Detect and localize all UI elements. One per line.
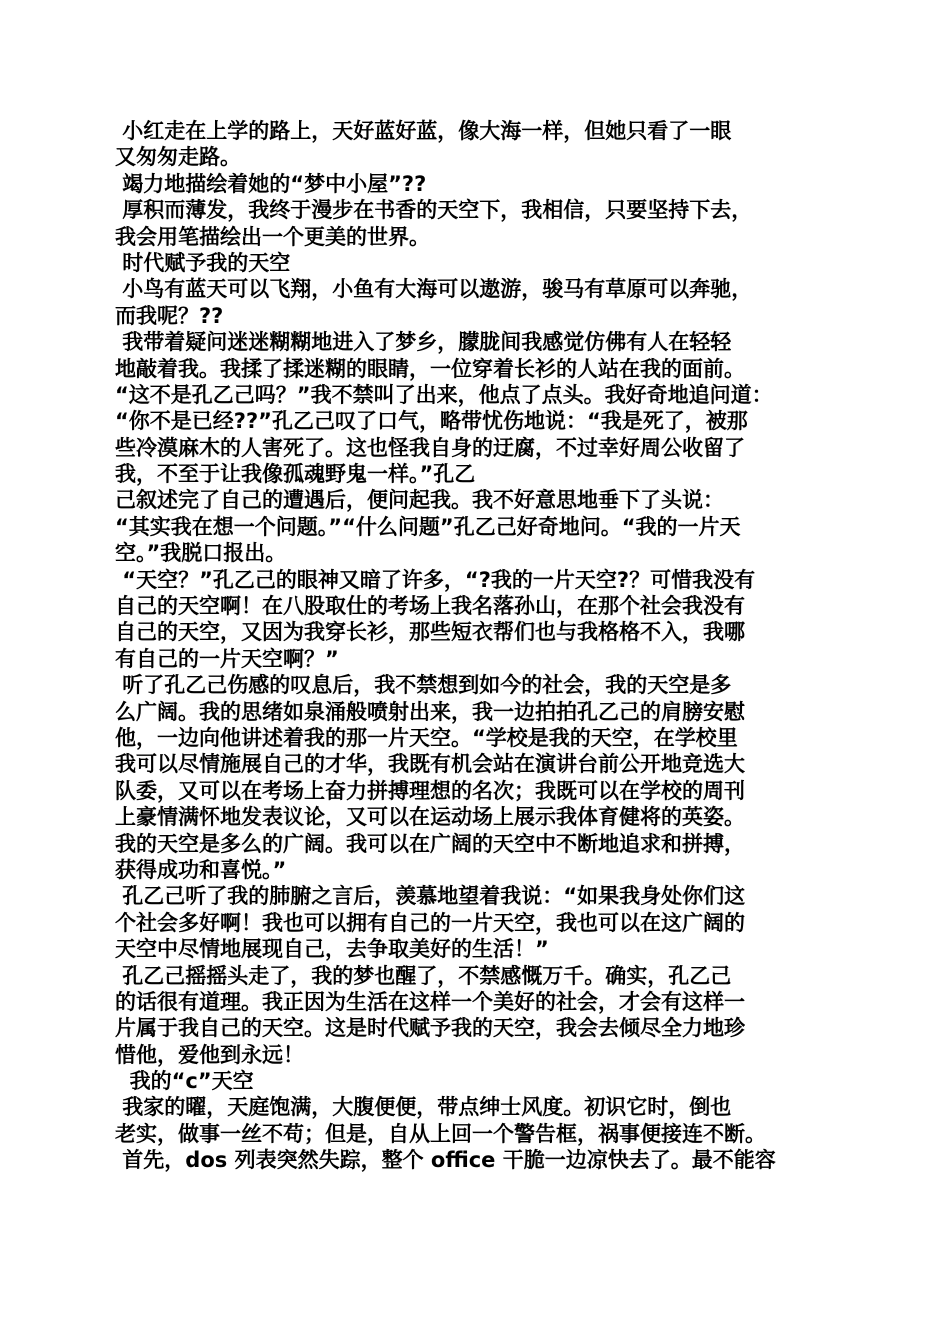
text-line: 上豪情满怀地发表议论，又可以在运动场上展示我体育健将的英姿。 (115, 805, 745, 830)
text-line: 小红走在上学的路上，天好蓝好蓝，像大海一样，但她只看了一眼 (115, 119, 732, 143)
text-line: 又匆匆走路。 (115, 145, 241, 170)
text-line: 些冷漠麻木的人害死了。这也怪我自身的迂腐，不过幸好周公收留了 (115, 435, 745, 460)
text-line: 自己的天空，又因为我穿长衫，那些短衣帮们也与我格格不入，我哪 (115, 620, 745, 645)
text-line: 首先，dos 列表突然失踪，整个 office 干脆一边凉快去了。最不能容 (115, 1148, 776, 1173)
text-line: 个社会多好啊！我也可以拥有自己的一片天空，我也可以在这广阔的 (115, 910, 745, 935)
text-line: 孔乙己摇摇头走了，我的梦也醒了，不禁感慨万千。确实，孔乙己 (115, 963, 732, 988)
text-line: 空。”我脱口报出。 (115, 541, 287, 566)
text-line: 获得成功和喜悦。” (115, 857, 287, 882)
document-body (115, 118, 845, 1174)
text-line: 我的天空是多么的广阔。我可以在广阔的天空中不断地追求和拼搏， (115, 831, 745, 856)
text-line: 老实，做事一丝不苟；但是，自从上回一个警告框，祸事便接连不断。 (115, 1121, 766, 1146)
text-line: 竭力地描绘着她的“梦中小屋”?? (115, 171, 427, 196)
text-line: “你不是已经??”孔乙己叹了口气，略带忧伤地说：“我是死了，被那 (115, 409, 748, 434)
text-line: 听了孔乙己伤感的叹息后，我不禁想到如今的社会，我的天空是多 (115, 673, 732, 698)
section-heading: 时代赋予我的天空 (115, 250, 291, 275)
text-line: 队委，又可以在考场上奋力拼搏理想的名次；我既可以在学校的周刊 (115, 778, 745, 803)
text-line: 的话很有道理。我正因为生活在这样一个美好的社会，才会有这样一 (115, 989, 745, 1014)
text-line: 孔乙己听了我的肺腑之言后，羡慕地望着我说：“如果我身处你们这 (115, 884, 746, 909)
text-line: 地敲着我。我揉了揉迷糊的眼睛，一位穿着长衫的人站在我的面前。 (115, 356, 745, 381)
text-line: 己叙述完了自己的遭遇后，便问起我。我不好意思地垂下了头说： (115, 488, 724, 513)
text-line: 么广阔。我的思绪如泉涌般喷射出来，我一边拍拍孔乙己的肩膀安慰 (115, 699, 745, 724)
section-heading: 我的“c”天空 (115, 1069, 254, 1094)
text-line: 我可以尽情施展自己的才华，我既有机会站在演讲台前公开地竞选大 (115, 752, 745, 777)
text-line: 自己的天空啊！在八股取仕的考场上我名落孙山，在那个社会我没有 (115, 594, 745, 619)
text-line: “其实我在想一个问题。”“什么问题”孔乙己好奇地问。“我的一片天 (115, 514, 741, 539)
text-line: “这不是孔乙己吗？”我不禁叫了出来，他点了点头。我好奇地追问道： (115, 382, 773, 407)
text-line: 我会用笔描绘出一个更美的世界。 (115, 224, 430, 249)
text-line: 我家的曜，天庭饱满，大腹便便，带点绅士风度。初识它时，倒也 (115, 1095, 732, 1120)
text-line: 小鸟有蓝天可以飞翔，小鱼有大海可以遨游，骏马有草原可以奔驰， (115, 277, 753, 302)
text-line: 而我呢？?? (115, 303, 224, 328)
text-line: “天空？”孔乙己的眼神又暗了许多，“?我的一片天空?？可惜我没有 (115, 567, 756, 592)
text-line: 我带着疑问迷迷糊糊地进入了梦乡，朦胧间我感觉仿佛有人在轻轻 (115, 330, 732, 355)
text-line: 有自己的一片天空啊？” (115, 646, 339, 671)
text-line: 惜他，爱他到永远！ (115, 1042, 304, 1067)
text-line: 他，一边向他讲述着我的那一片天空。“学校是我的天空，在学校里 (115, 725, 738, 750)
text-line: 天空中尽情地展现自己，去争取美好的生活！” (115, 937, 549, 962)
text-line: 厚积而薄发，我终于漫步在书香的天空下，我相信，只要坚持下去， (115, 198, 753, 223)
text-line: 我，不至于让我像孤魂野鬼一样。”孔乙 (115, 462, 476, 487)
text-line: 片属于我自己的天空。这是时代赋予我的天空，我会去倾尽全力地珍 (115, 1016, 745, 1041)
